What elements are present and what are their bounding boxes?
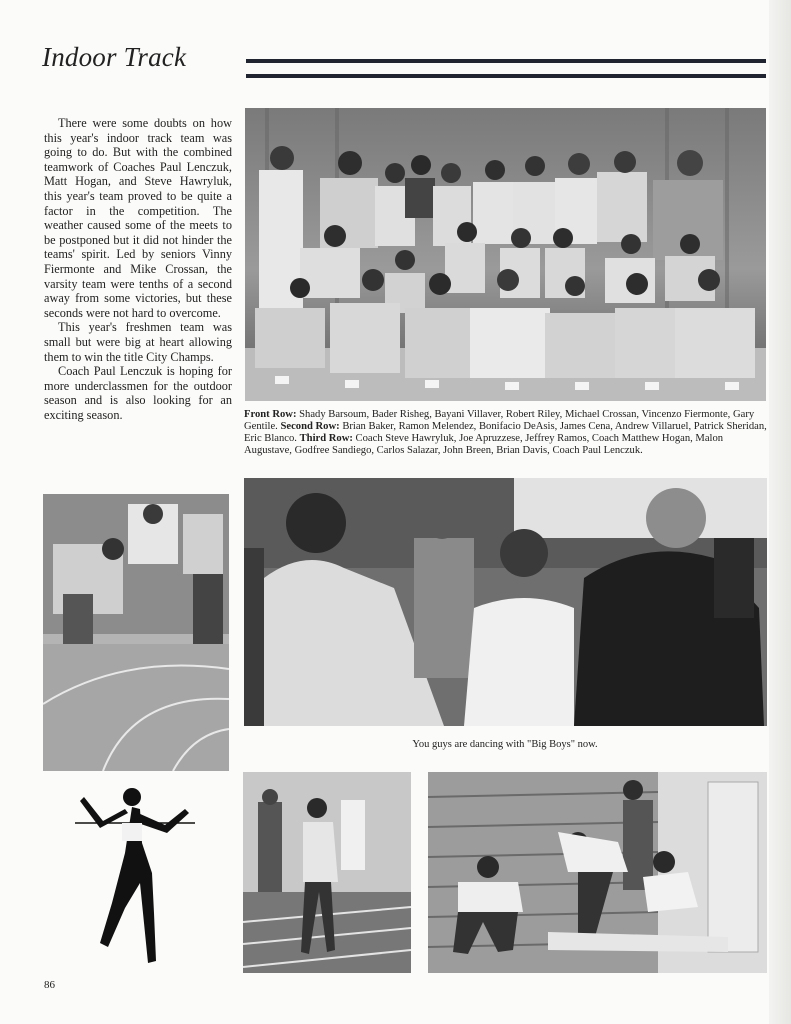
page-title: Indoor Track xyxy=(42,42,187,72)
runners-start-photo xyxy=(43,494,229,771)
coach-photo-caption: You guys are dancing with "Big Boys" now. xyxy=(412,739,598,750)
front-row-names: Shady Barsoum, Bader Risheg, Bayani Villaver, Robert Riley, Michael Crossan, Vincenzo Fiermonte, Gary Gentile. xyxy=(244,409,755,432)
third-row-label: Third Row: xyxy=(299,433,353,444)
stretching-photo xyxy=(428,772,767,973)
coach-photo xyxy=(244,478,767,726)
intro-paragraph-2: This year's freshmen team was small but were big at heart allowing them to win the title City Champs. xyxy=(44,320,232,364)
third-row-names: Coach Steve Hawryluk, Joe Apruzzese, Jeffrey Ramos, Coach Matthew Hogan, Malon Augustave, Godfree Sandiego, Carlos Salazar, John Breen, Brian Davis, Coach Paul Lenczuk. xyxy=(244,433,724,456)
runner-track-photo xyxy=(243,772,411,973)
page-edge-shadow xyxy=(769,0,791,1024)
team-photo xyxy=(245,108,766,401)
runner-clipart xyxy=(70,783,200,973)
intro-paragraph-3: Coach Paul Lenczuk is hoping for more underclassmen for the outdoor season and is also looking for an exciting season. xyxy=(44,364,232,422)
header-rule-bottom xyxy=(246,74,766,78)
intro-paragraph-1: There were some doubts on how this year's indoor track team was going to do. But with the combined teamwork of Coaches Paul Lenczuk, Matt Hogan, and Steve Hawryluk, this year's team proved to be quite a factor in the competition. The weather caused some of the meets to be postponed but it did not hinder the teams' spirit. Led by seniors Vinny Fiermonte and Mike Crossan, the varsity team were tenths of a second away from some victories, but these seconds were not hard to overcome. xyxy=(44,116,232,320)
second-row-names: Brian Baker, Ramon Melendez, Bonifacio DeAsis, James Cena, Andrew Villaruel, Patrick Sheridan, Eric Blanco. xyxy=(244,421,767,444)
header-rule-top xyxy=(246,59,766,63)
front-row-label: Front Row: xyxy=(244,409,297,420)
page-number: 86 xyxy=(44,979,55,991)
intro-text xyxy=(44,116,232,422)
second-row-label: Second Row: xyxy=(280,421,340,432)
team-photo-caption xyxy=(244,409,770,457)
